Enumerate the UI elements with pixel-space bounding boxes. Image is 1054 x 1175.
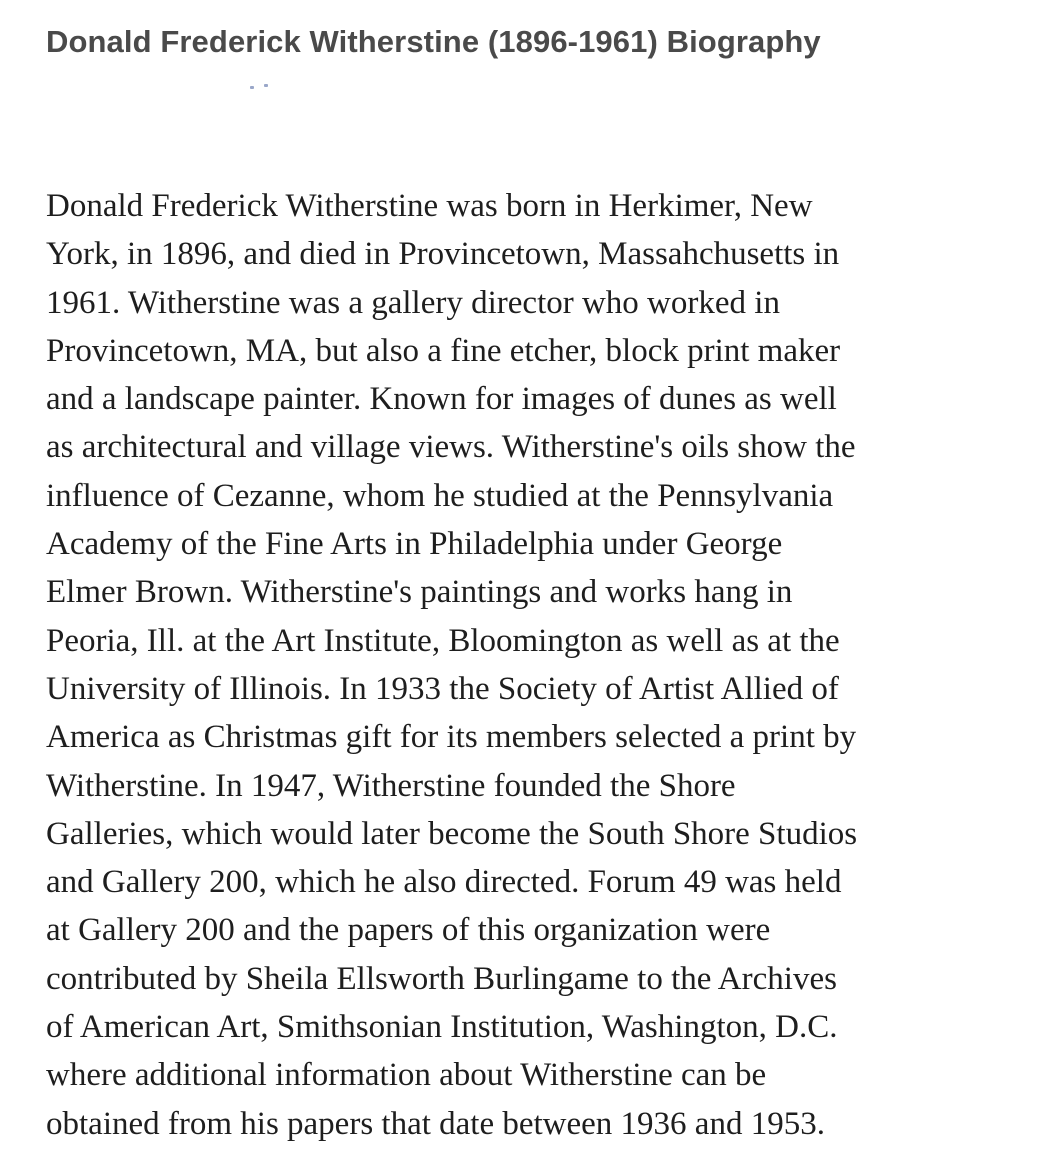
page-title: Donald Frederick Witherstine (1896-1961) Biography	[46, 24, 821, 59]
text-line: influence of Cezanne, whom he studied at the Pennsylvania	[46, 477, 834, 514]
text-line: Galleries, which would later become the South Shore Studios	[46, 815, 858, 852]
text-line: and Gallery 200, which he also directed. Forum 49 was held	[46, 864, 842, 901]
text-line: of American Art, Smithsonian Institution, Washington, D.C.	[46, 1009, 838, 1046]
text-line: Donald Frederick Witherstine was born in Herkimer, New	[46, 188, 813, 224]
text-line: Academy of the Fine Arts in Philadelphia under George	[46, 526, 783, 563]
text-line: where additional information about Witherstine can be	[46, 1057, 767, 1094]
text-line: Witherstine. In 1947, Witherstine founded the Shore	[46, 767, 736, 804]
text-line: America as Christmas gift for its members selected a print by	[46, 719, 857, 756]
text-line: as architectural and village views. Witherstine's oils show the	[46, 429, 856, 466]
text-line: and a landscape painter. Known for images of dunes as well	[46, 381, 837, 418]
scan-speck	[264, 84, 268, 87]
text-line: University of Illinois. In 1933 the Society of Artist Allied of	[46, 670, 839, 707]
text-line: Provincetown, MA, but also a fine etcher, block print maker	[46, 332, 841, 369]
text-line: Peoria, Ill. at the Art Institute, Bloomington as well as at the	[46, 622, 840, 659]
text-line: at Gallery 200 and the papers of this organization were	[46, 912, 771, 949]
text-line: 1961. Witherstine was a gallery director who worked in	[46, 284, 780, 321]
text-line: Elmer Brown. Witherstine's paintings and works hang in	[46, 574, 793, 611]
text-line: obtained from his papers that date between 1936 and 1953.	[46, 1105, 825, 1142]
text-line: contributed by Sheila Ellsworth Burlingame to the Archives	[46, 960, 837, 997]
text-line: York, in 1896, and died in Provincetown, Massahchusetts in	[46, 236, 840, 273]
biography-text	[46, 182, 1046, 1148]
scan-speck	[250, 86, 254, 89]
